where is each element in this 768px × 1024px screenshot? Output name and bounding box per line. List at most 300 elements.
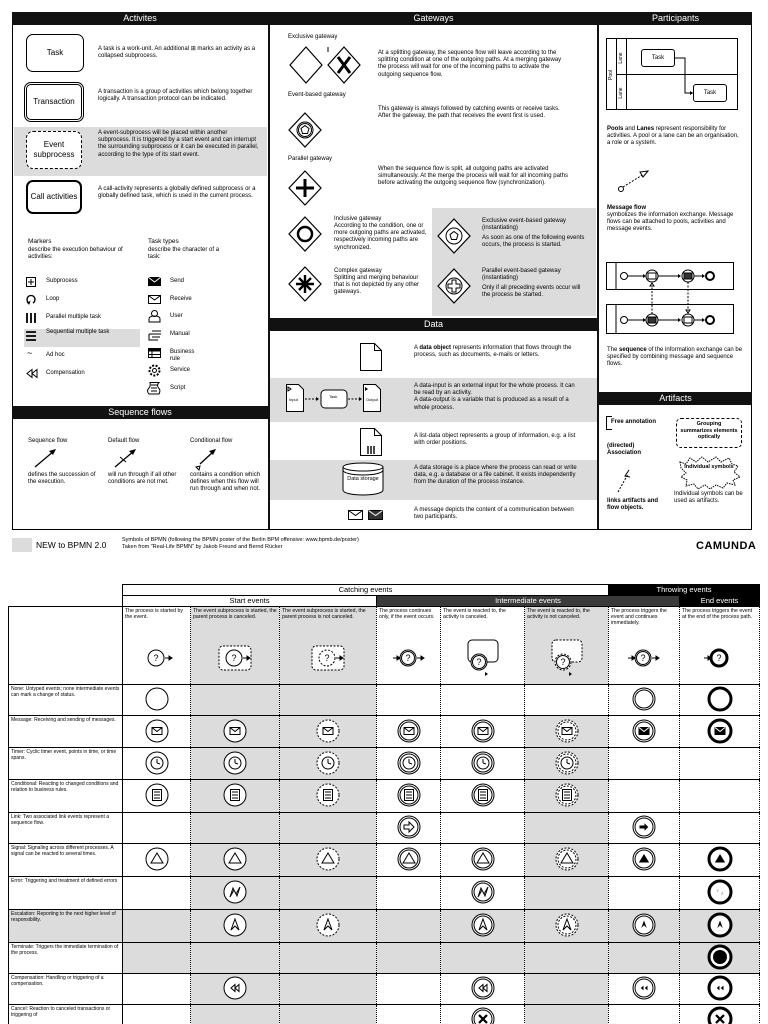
event-cell <box>441 685 525 716</box>
tasktypes-title: Task types <box>148 238 179 245</box>
event-cell <box>441 844 525 877</box>
tasktype-service: Service <box>170 367 191 373</box>
event-row-label: Terminate: Triggers the immediate termination of the process. <box>9 943 123 974</box>
event-cell <box>123 974 191 1005</box>
event-row <box>9 813 760 844</box>
timer-event-icon <box>314 749 342 777</box>
marker-label-subprocess: Subprocess <box>46 278 78 284</box>
event-cell <box>680 1005 760 1024</box>
participants-header: Participants <box>599 12 752 25</box>
exclusive-gateway-icons <box>288 45 364 85</box>
event-cell <box>609 1005 680 1024</box>
call-activity-shape: Call activities <box>26 180 82 214</box>
event-cell <box>441 974 525 1005</box>
data-input-label: Input <box>289 397 298 402</box>
none-event-icon <box>143 685 171 713</box>
svg-text:?: ? <box>559 657 566 667</box>
seqflow-title: Sequence flow <box>28 438 68 444</box>
svg-text:?: ? <box>231 653 237 663</box>
event-cell <box>680 813 760 844</box>
start-header: Start events <box>123 596 377 607</box>
event-cell <box>377 910 441 943</box>
camunda-logo: CAMUNDA <box>696 540 757 552</box>
none-event-icon <box>706 685 734 713</box>
event-cell <box>280 780 377 813</box>
esc-event-icon <box>469 911 497 939</box>
event-cell <box>377 943 441 974</box>
tasktype-manual: Manual <box>170 331 190 337</box>
event-cell <box>377 1005 441 1024</box>
receive-icon <box>148 295 161 304</box>
event-row <box>9 716 760 748</box>
timer-event-icon <box>395 749 423 777</box>
column-desc-text: The event is reacted to, the activity is not canceled. <box>527 608 590 621</box>
message-event-icon <box>314 717 342 745</box>
data-io-task-label: Task <box>329 394 338 399</box>
association-desc: links artifacts and flow objects. <box>607 498 659 512</box>
sequence-flow-arrow-icon <box>34 448 58 468</box>
defaultflow-title: Default flow <box>108 438 140 444</box>
event-cell <box>123 844 191 877</box>
event-cell <box>191 877 280 910</box>
subprocess-marker-icon <box>26 277 36 287</box>
event-cell <box>609 943 680 974</box>
desc-corner <box>9 607 123 685</box>
event-cell <box>441 910 525 943</box>
gw-exclusive-title: Exclusive gateway <box>288 34 338 40</box>
event-cell <box>123 780 191 813</box>
esc-event-icon <box>630 911 658 939</box>
event-cell <box>680 877 760 910</box>
event-cell <box>525 780 609 813</box>
event-cell <box>609 910 680 943</box>
individual-symbols-label: Individual symbols <box>684 464 734 470</box>
condflow-title: Conditional flow <box>190 438 233 444</box>
association-arrow-icon <box>616 464 646 494</box>
sequence-pools-icon <box>606 262 734 336</box>
user-icon <box>148 310 161 322</box>
cond-event-icon <box>314 781 342 809</box>
intermediate-header: Intermediate events <box>377 596 680 607</box>
data-object-desc: A data object represents information that flows through the process, such as documents, e-mails or letters. <box>414 345 572 359</box>
event-cell <box>441 780 525 813</box>
event-cell <box>609 748 680 780</box>
event-gateway-icon <box>288 112 322 148</box>
event-subprocess-shape: Event subprocess <box>26 131 82 169</box>
event-cell <box>191 780 280 813</box>
event-cell <box>441 1005 525 1024</box>
event-cell <box>191 943 280 974</box>
message-event-icon <box>221 717 249 745</box>
compensation-marker-icon <box>26 369 38 378</box>
data-storage-desc: A data storage is a place where the process can read or write data, e.g. a database or a file cabinet. It exists independently from the duration of the process instance. <box>414 465 577 486</box>
timer-event-icon <box>143 749 171 777</box>
event-cell <box>377 877 441 910</box>
call-activity-desc: A call-activity represents a globally defined subprocess or a globally defined task, which is used in the current process. <box>98 186 256 200</box>
signal-event-icon <box>395 845 423 873</box>
tasktype-script: Script <box>170 385 186 391</box>
tasktype-send: Send <box>170 278 185 284</box>
gw-parallel-desc: When the sequence flow is split, all outgoing paths are activated simultaneously. At the merge the process will wait for all incoming paths before activating the outgoing sequence flow (synchronization). <box>378 166 568 187</box>
inclusive-gateway-icon <box>288 216 322 252</box>
event-cell <box>123 1005 191 1024</box>
event-cell <box>680 780 760 813</box>
event-cell <box>441 716 525 748</box>
event-row <box>9 748 760 780</box>
cond-event-icon <box>395 781 423 809</box>
message-event-icon <box>706 717 734 745</box>
pools-desc: Pools and Lanes represent responsibility for activities. A pool or a lane can be an organisation, a role or a system. <box>607 126 739 147</box>
gw-exclusive-desc: At a splitting gateway, the sequence flow will leave according to the splitting condition at one of the outgoing paths. At a merging gateway the process will wait for one of the incoming paths to activate the outgoing sequence flow. <box>378 50 562 78</box>
group-label: Grouping summarizes elements optically <box>680 421 738 441</box>
throwing-header: Throwing events <box>609 585 760 596</box>
signal-event-icon <box>221 845 249 873</box>
event-cell <box>377 844 441 877</box>
event-placeholder-icon <box>139 638 175 678</box>
markers-desc: describe the execution behaviour of activities: <box>28 247 123 261</box>
lane1-label: Lane <box>618 52 624 64</box>
comp-event-icon <box>469 974 497 1002</box>
event-cell <box>123 877 191 910</box>
timer-event-icon <box>469 749 497 777</box>
event-cell <box>280 1005 377 1024</box>
parallel-gateway-icon <box>288 170 322 206</box>
new-legend-label: NEW to BPMN 2.0 <box>36 540 107 550</box>
marker-label-sequential: Sequential multiple task <box>46 329 110 335</box>
event-cell <box>191 685 280 716</box>
event-cell <box>525 844 609 877</box>
marker-label-compensation: Compensation <box>46 370 85 376</box>
cond-event-icon <box>143 781 171 809</box>
gw-excl-event-title: Exclusive event-based gateway (instantiating) <box>482 218 567 232</box>
event-cell <box>609 974 680 1005</box>
error-event-icon <box>221 878 249 906</box>
column-desc-1 <box>123 607 191 685</box>
svg-text:?: ? <box>640 653 646 663</box>
script-icon <box>148 382 160 394</box>
error-event-icon <box>706 878 734 906</box>
event-row-label: None: Untyped events; none intermediate events can mark a change of status. <box>9 685 123 716</box>
message-event-icon <box>553 717 581 745</box>
svg-text:?: ? <box>324 653 330 663</box>
event-placeholder-icon <box>310 638 346 678</box>
msgflow-title: Message flow <box>607 205 647 211</box>
event-cell <box>525 1005 609 1024</box>
data-header: Data <box>270 318 597 331</box>
message-event-icon <box>395 717 423 745</box>
event-row <box>9 910 760 943</box>
column-desc-7 <box>609 607 680 685</box>
column-desc-text: The event is reacted to, the activity is canceled. <box>443 608 506 621</box>
divider-1 <box>268 12 270 530</box>
exclusive-event-gateway-icon <box>437 218 471 254</box>
seq-desc: The sequence of the information exchange can be specified by combining message and sequence flows. <box>607 347 743 368</box>
gw-event-title: Event-based gateway <box>288 92 346 98</box>
divider-2 <box>597 12 599 530</box>
sequence-pools-diagram <box>606 262 734 338</box>
event-cell <box>377 716 441 748</box>
event-cell <box>191 910 280 943</box>
signal-event-icon <box>706 845 734 873</box>
event-cell <box>191 844 280 877</box>
column-desc-text: The process triggers the event at the end of the process path. <box>682 608 753 621</box>
event-cell <box>280 748 377 780</box>
event-row <box>9 844 760 877</box>
new-legend-swatch <box>12 538 32 552</box>
sequence-flows-header: Sequence flows <box>12 406 268 419</box>
table-corner-2 <box>9 596 123 607</box>
event-cell <box>191 813 280 844</box>
gw-event-desc: This gateway is always followed by catching events or receive tasks. After the gateway, the path that receives the event first is used. <box>378 106 560 120</box>
markers-title: Markers <box>28 238 52 245</box>
list-data-object-icon <box>360 428 382 456</box>
column-desc-2 <box>191 607 280 685</box>
esc-event-icon <box>706 911 734 939</box>
event-cell <box>609 716 680 748</box>
event-cell <box>123 748 191 780</box>
cancel-event-icon <box>469 1005 497 1024</box>
message-icons <box>348 510 384 520</box>
event-cell <box>680 910 760 943</box>
event-cell <box>609 780 680 813</box>
column-desc-text: The process continues only, if the event occurs. <box>379 608 435 621</box>
event-row-label: Signal: Signaling across different processes. A signal can be reacted to several times. <box>9 844 123 877</box>
event-cell <box>123 685 191 716</box>
event-row-label: Conditional: Reacting to changed conditions and relation to business rules. <box>9 780 123 813</box>
column-desc-text: The event subprocess is started, the parent process is canceled. <box>193 608 277 621</box>
event-cell <box>525 910 609 943</box>
message-event-icon <box>630 717 658 745</box>
event-cell <box>123 943 191 974</box>
marker-label-parallel: Parallel multiple task <box>46 314 102 320</box>
event-row-label: Timer: Cyclic timer event, points in time, or time spans. <box>9 748 123 780</box>
gw-inclusive-title: Inclusive gateway <box>334 216 382 222</box>
event-row-label: Escalation: Reporting to the next higher level of responsibility. <box>9 910 123 943</box>
event-cell <box>191 716 280 748</box>
data-object-icon <box>360 343 382 371</box>
gw-excl-event-desc: As soon as one of the following events occurs, the process is started. <box>482 235 585 249</box>
event-cell <box>280 974 377 1005</box>
event-row-label: Link: Two associated link events represent a sequence flow. <box>9 813 123 844</box>
event-cell <box>441 813 525 844</box>
event-cell <box>191 1005 280 1024</box>
condflow-desc: contains a condition which defines when this flow will run through and when not. <box>190 472 261 493</box>
catching-header: Catching events <box>123 585 609 596</box>
end-header: End events <box>680 596 760 607</box>
message-event-icon <box>469 717 497 745</box>
event-cell <box>280 943 377 974</box>
event-row-label: Compensation: Handling or triggering of a compensation. <box>9 974 123 1005</box>
business-rule-icon <box>148 348 161 358</box>
tasktypes-desc: describe the character of a task: <box>148 247 220 261</box>
event-cell <box>525 685 609 716</box>
transaction-desc: A transaction is a group of activities which belong together logically. A transaction protocol can be indicated. <box>98 89 253 103</box>
gw-par-event-desc: Only if all preceding events occur will the process be started. <box>482 285 581 299</box>
tasktype-receive: Receive <box>170 296 192 302</box>
event-row <box>9 1005 760 1024</box>
gw-par-event-title: Parallel event-based gateway (instantiating) <box>482 268 561 282</box>
svg-text:?: ? <box>475 657 482 667</box>
event-cell <box>525 813 609 844</box>
event-cell <box>123 910 191 943</box>
column-desc-text: The event subprocess is started, the parent process is not canceled. <box>282 608 366 621</box>
loop-marker-icon <box>26 295 36 305</box>
gw-inclusive-desc: According to the condition, one or more outgoing paths are activated, respectively incoming paths are synchronized. <box>334 223 427 251</box>
event-cell <box>123 716 191 748</box>
cancel-event-icon <box>706 1005 734 1024</box>
term-event-icon <box>706 943 734 971</box>
event-cell <box>525 943 609 974</box>
seqflow-desc: defines the succession of the execution. <box>28 472 96 486</box>
signal-event-icon <box>630 845 658 873</box>
signal-event-icon <box>553 845 581 873</box>
lane2-label: Lane <box>618 87 624 99</box>
message-desc: A message depicts the content of a communication between two participants. <box>414 507 574 521</box>
adhoc-marker-icon: ~ <box>27 348 33 358</box>
event-cell <box>609 685 680 716</box>
timer-event-icon <box>553 749 581 777</box>
event-cell <box>280 716 377 748</box>
event-cell <box>191 748 280 780</box>
timer-event-icon <box>221 749 249 777</box>
gateways-header: Gateways <box>270 12 597 25</box>
column-desc-8 <box>680 607 760 685</box>
error-event-icon <box>469 878 497 906</box>
comp-event-icon <box>221 974 249 1002</box>
column-desc-text: The process is started by the event. <box>125 608 183 621</box>
svg-text:?: ? <box>715 653 722 663</box>
event-placeholder-icon <box>465 638 501 678</box>
event-row <box>9 685 760 716</box>
esc-event-icon <box>553 911 581 939</box>
event-cell <box>525 877 609 910</box>
transaction-shape: Transaction <box>24 82 84 122</box>
event-cell <box>280 844 377 877</box>
event-cell <box>377 748 441 780</box>
event-placeholder-icon <box>391 638 427 678</box>
event-row-label: Error: Triggering and treatment of defined errors <box>9 877 123 910</box>
default-flow-arrow-icon <box>114 448 138 468</box>
pool-flow-arrow-icon <box>675 57 695 97</box>
event-cell <box>280 910 377 943</box>
event-cell <box>680 748 760 780</box>
marker-label-adhoc: Ad hoc <box>46 352 65 358</box>
signal-event-icon <box>469 845 497 873</box>
pool-task1: Task <box>641 49 675 67</box>
task-desc: A task is a work-unit. An additional ⊞ marks an activity as a collapsed subprocess. <box>98 46 256 60</box>
gw-parallel-title: Parallel gateway <box>288 156 333 162</box>
event-cell <box>525 748 609 780</box>
event-cell <box>680 844 760 877</box>
event-cell <box>123 813 191 844</box>
event-row-label: Cancel: Reaction to canceled transactions or triggering of <box>9 1005 123 1024</box>
msgflow-desc: symbolizes the information exchange. Message flows can be attached to pools, activities and message events. <box>607 212 734 233</box>
comp-event-icon <box>706 974 734 1002</box>
event-cell <box>680 685 760 716</box>
message-flow-arrow-icon <box>618 170 650 192</box>
conditional-flow-arrow-icon <box>194 448 218 468</box>
parallel-marker-icon <box>26 313 36 323</box>
event-cell <box>609 844 680 877</box>
link-event-icon <box>630 813 658 841</box>
sequential-marker-icon <box>26 331 36 341</box>
table-corner <box>9 585 123 596</box>
event-cell <box>680 943 760 974</box>
artifacts-header: Artifacts <box>599 392 752 405</box>
event-row <box>9 943 760 974</box>
data-input-desc: A data-input is an external input for the whole process. It can be read by an activity. A data-output is a variable that is produced as a result of a whole process. <box>414 383 575 411</box>
manual-icon <box>148 330 162 340</box>
event-cell <box>377 685 441 716</box>
event-cell <box>609 877 680 910</box>
data-output-label: Output <box>366 397 379 402</box>
data-storage-label: Data storage <box>347 476 379 482</box>
free-annotation-label: Free annotation <box>611 419 657 425</box>
event-cell <box>280 685 377 716</box>
signal-event-icon <box>314 845 342 873</box>
event-cell <box>191 974 280 1005</box>
esc-event-icon <box>314 911 342 939</box>
comp-event-icon <box>630 974 658 1002</box>
event-cell <box>441 943 525 974</box>
send-icon <box>148 277 161 286</box>
none-event-icon <box>630 685 658 713</box>
event-placeholder-icon <box>702 638 738 678</box>
event-subprocess-desc: A event-subprocess will be placed within another subprocess. It is triggered by a start event and can interrupt the surrounding subprocess or it can be executed in parallel, according to the type of its start event. <box>98 130 259 158</box>
event-cell <box>280 877 377 910</box>
pool-label: Pool <box>608 70 614 81</box>
cond-event-icon <box>469 781 497 809</box>
column-desc-5 <box>441 607 525 685</box>
tasktype-user: User <box>170 313 183 319</box>
source-line-2: Taken from "Real-Life BPMN" by Jakob Freund and Bernd Rücker <box>122 544 283 550</box>
event-row <box>9 780 760 813</box>
event-placeholder-icon <box>217 638 253 678</box>
event-placeholder-icon <box>549 638 585 678</box>
event-row-label: Message: Receiving and sending of messages. <box>9 716 123 748</box>
link-event-icon <box>395 813 423 841</box>
signal-event-icon <box>143 845 171 873</box>
marker-label-loop: Loop <box>46 296 60 302</box>
gw-complex-title: Complex gateway <box>334 268 382 274</box>
event-row <box>9 877 760 910</box>
individual-symbols-desc: Individual symbols can be used as artifacts. <box>674 491 743 505</box>
column-desc-4 <box>377 607 441 685</box>
gw-complex-desc: Splitting and merging behaviour that is not depicted by any other gateways. <box>334 275 420 296</box>
association-title: (directed) Association <box>607 443 642 457</box>
column-desc-text: The process triggers the event and continues immediately. <box>611 608 667 627</box>
event-cell <box>377 780 441 813</box>
service-icon <box>148 364 161 377</box>
svg-text:?: ? <box>404 653 411 663</box>
event-cell <box>525 716 609 748</box>
defaultflow-desc: will run through if all other conditions are not met. <box>108 472 177 486</box>
activities-header: Activites <box>12 12 268 25</box>
event-cell <box>609 813 680 844</box>
event-cell <box>377 974 441 1005</box>
svg-text:?: ? <box>152 653 159 663</box>
event-cell <box>441 877 525 910</box>
tasktype-business-rule: Business rule <box>170 349 195 363</box>
column-desc-3 <box>280 607 377 685</box>
event-row <box>9 974 760 1005</box>
cond-event-icon <box>221 781 249 809</box>
pool-diagram <box>606 38 738 110</box>
list-data-desc: A list-data object represents a group of information, e.g. a list with order positions. <box>414 433 576 447</box>
parallel-event-gateway-icon <box>437 268 471 304</box>
message-event-icon <box>143 717 171 745</box>
event-cell <box>377 813 441 844</box>
